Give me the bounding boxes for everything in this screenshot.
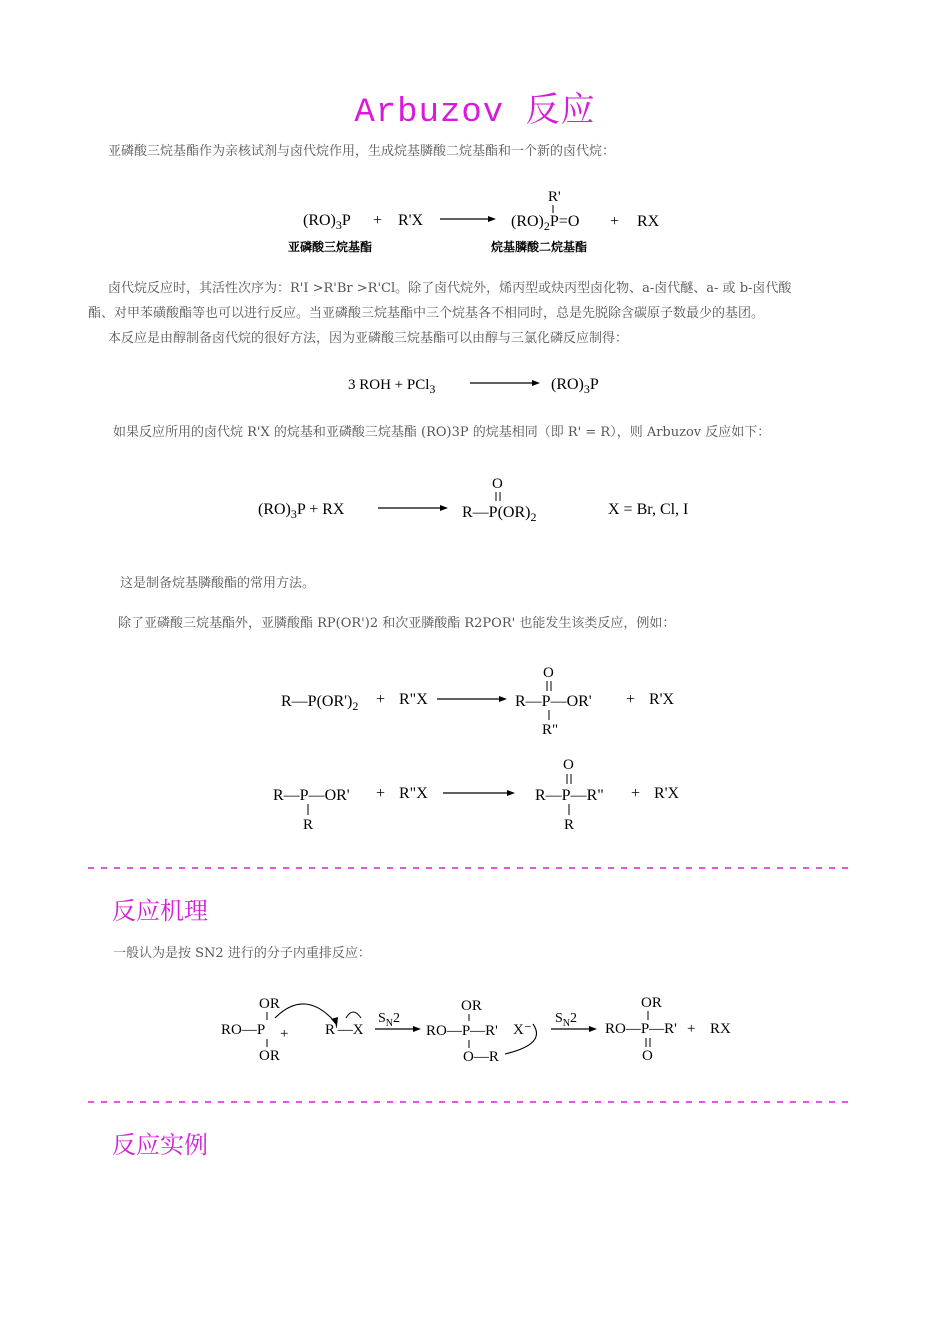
paragraph-same-alkyl: 如果反应所用的卤代烷 R'X 的烷基和亚磷酸三烷基酯 (RO)3P 的烷基相同（即 R' = R），则 Arbuzov 反应如下： — [113, 425, 771, 440]
mech-prod-o: O — [642, 1048, 653, 1064]
mech-mid: RO—P—R' — [426, 1023, 498, 1039]
eq1-plus2: + — [610, 213, 620, 230]
equation-phosphinite — [265, 752, 695, 836]
mech-curved-arrow-2 — [346, 1012, 361, 1018]
mech-plus2: + — [687, 1021, 696, 1037]
eq5-left-bottom: R — [303, 817, 314, 833]
mech-prod-or: OR — [641, 995, 662, 1011]
page-title: Arbuzov 反应 — [354, 94, 596, 132]
mech-mid-or: OR — [461, 998, 482, 1014]
section-heading-examples: 反应实例 — [112, 1131, 208, 1159]
eq1-label-right: 烷基膦酸二烷基酯 — [491, 240, 588, 254]
eq4-reagent: R"X — [399, 691, 428, 708]
paragraph-alcohol: 本反应是由醇制备卤代烷的很好方法，因为亚磷酸三烷基酯可以由醇与三氯化磷反应制得： — [108, 331, 629, 346]
mech-rx: R'—X — [325, 1022, 364, 1038]
eq5-arrowhead — [507, 790, 515, 796]
eq1-reactant2: R'X — [398, 212, 424, 229]
paragraph-reactivity-line2: 酯、对甲苯磺酸酯等也可以进行反应。当亚磷酸三烷基酯中三个烷基各不相同时，总是先脱除含碳原子数最少的基团。 — [88, 306, 765, 321]
mech-curved-arrow-1 — [275, 1004, 335, 1022]
mech-sn2-1: $S_N2$ — [378, 1011, 401, 1029]
eq3-left: $(RO)_3P$ + RX — [258, 501, 345, 521]
paragraph-common-method: 这是制备烷基膦酸酯的常用方法。 — [120, 576, 316, 591]
intro-text: 亚磷酸三烷基酯作为亲核试剂与卤代烷作用，生成烷基膦酸二烷基酯和一个新的卤代烷： — [108, 144, 616, 159]
paragraph-reactivity-line1: 卤代烷反应时，其活性次序为：R'I >R'Br >R'Cl。除了卤代烷外，烯丙型或炔丙型卤化物、a-卤代醚、a- 或 b-卤代酸 — [108, 281, 792, 296]
eq1-product2: RX — [637, 213, 660, 230]
eq5-product-bottom: R — [564, 817, 575, 833]
mech-x-minus: X⁻ — [513, 1022, 532, 1038]
eq5-side-product: R'X — [654, 785, 680, 802]
eq5-reagent: R"X — [399, 785, 428, 802]
eq1-prod-top: R' — [548, 189, 561, 205]
eq5-o: O — [563, 757, 574, 773]
eq5-plus: + — [376, 785, 386, 802]
mech-arrowhead-1 — [413, 1026, 421, 1032]
equation-pcl3 — [340, 368, 620, 400]
eq1-product1: $(RO)_2P=O$ — [511, 213, 580, 233]
eq4-product: R—P—OR' — [515, 693, 592, 710]
mechanism-diagram — [215, 988, 745, 1070]
mechanism-text: 一般认为是按 SN2 进行的分子内重排反应： — [113, 946, 371, 961]
mech-sn2-2: $S_N2$ — [555, 1011, 578, 1029]
eq4-product-bottom: R" — [542, 722, 559, 738]
mech-arrowhead-2 — [589, 1026, 597, 1032]
eq1-label-left: 亚磷酸三烷基酯 — [288, 240, 373, 254]
eq5-product: R—P—R" — [535, 787, 604, 804]
equation-arbuzov-general — [280, 185, 680, 260]
eq4-side-product: R'X — [649, 691, 675, 708]
mech-prod: RO—P—R' — [605, 1021, 677, 1037]
section-divider — [88, 863, 852, 873]
equation-phosphonite — [275, 660, 695, 740]
eq3-note: X = Br, Cl, I — [608, 501, 689, 518]
mech-ro-p: RO—P — [221, 1022, 266, 1038]
eq2-arrowhead — [532, 380, 540, 386]
mech-mid-bottom: O—R — [463, 1049, 499, 1065]
eq5-left: R—P—OR' — [273, 787, 350, 804]
mech-plus: + — [280, 1026, 289, 1042]
eq3-arrowhead — [440, 505, 448, 511]
eq2-right: $(RO)_3P$ — [551, 376, 599, 396]
eq2-left: 3 ROH + PCl$_3$ — [348, 377, 436, 396]
eq3-product: $R—P(OR)_2$ — [462, 504, 537, 524]
mech-rx2: RX — [710, 1021, 731, 1037]
eq1-arrowhead — [488, 216, 496, 222]
eq4-arrowhead — [499, 696, 507, 702]
section-divider-2 — [88, 1097, 852, 1107]
mech-or-bottom: OR — [259, 1048, 280, 1064]
eq4-plus2: + — [626, 691, 636, 708]
eq5-plus2: + — [631, 785, 641, 802]
eq1-plus1: + — [373, 212, 383, 229]
eq4-o: O — [543, 665, 554, 681]
eq3-o: O — [492, 476, 503, 492]
paragraph-phosphonites: 除了亚磷酸三烷基酯外，亚膦酸酯 RP(OR')2 和次亚膦酸酯 R2POR' 也能发生该类反应，例如： — [118, 616, 676, 631]
eq1-reactant1: $(RO)_3P$ — [303, 212, 351, 232]
mech-or-top: OR — [259, 996, 280, 1012]
eq4-plus: + — [376, 691, 386, 708]
equation-same-alkyl — [250, 470, 710, 530]
section-heading-mechanism: 反应机理 — [112, 897, 208, 925]
eq4-left: $R—P(OR')_2$ — [281, 693, 359, 713]
